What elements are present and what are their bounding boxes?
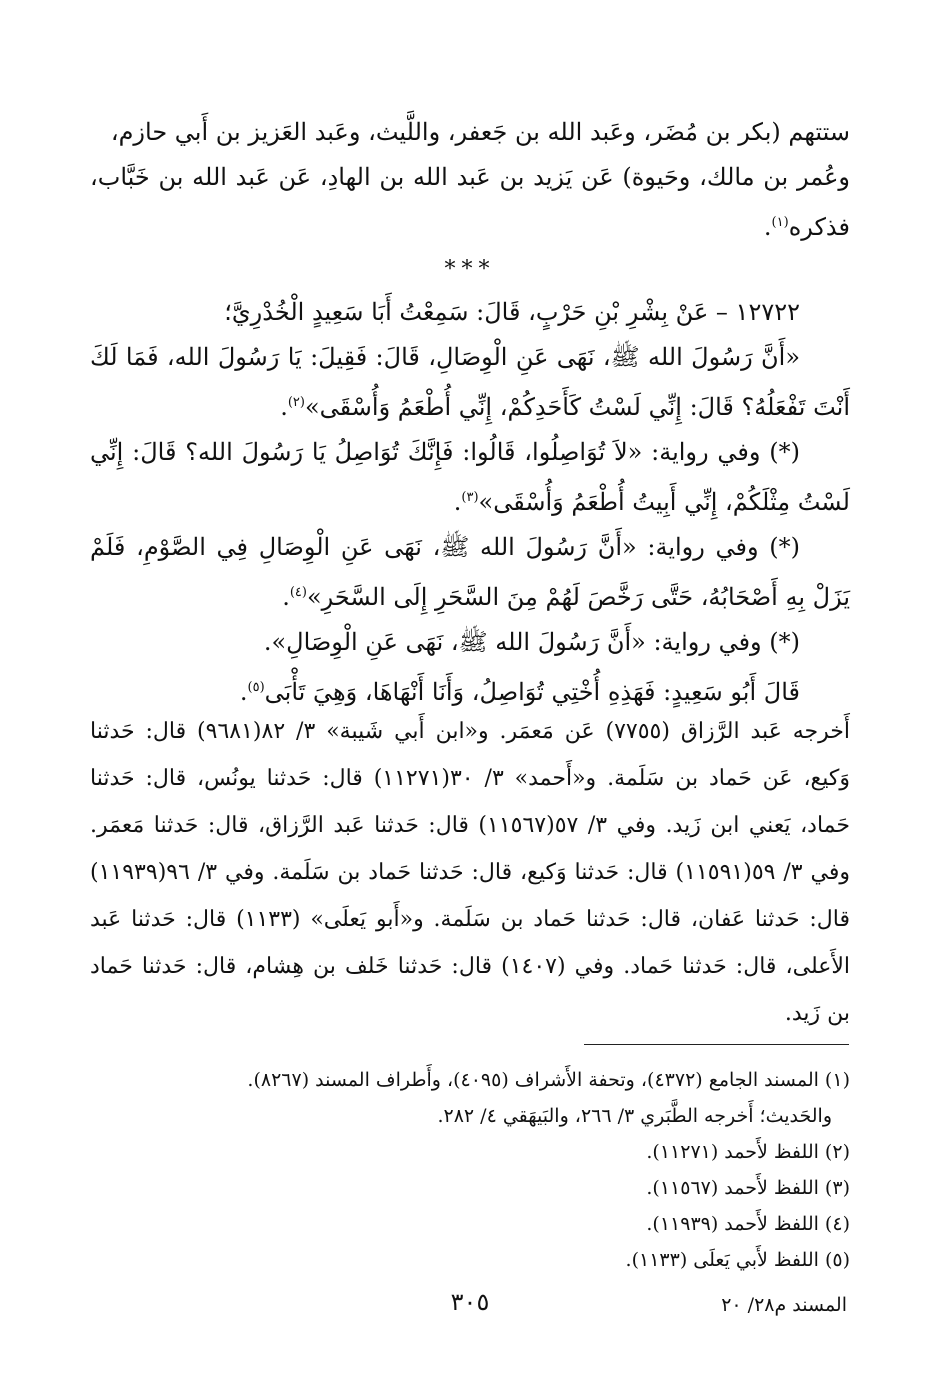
riwaya-2: (*) وفي رواية: «أَنَّ رَسُولَ الله ﷺ، نَهَى عَنِ الْوِصَالِ فِي الصَّوْمِ، فَلَمْ يَزَلْ بِهِ أَصْحَابُهُ، حَتَّى رَخَّصَ لَهُمْ مِنَ السَّحَرِ إِلَى السَّحَرِ»$^{(٤)}$. (90, 533, 850, 611)
hadith-isnad: ١٢٧٢٢ – عَنْ بِشْرِ بْنِ حَرْبٍ، قَالَ: سَمِعْتُ أَبَا سَعِيدٍ الْخُدْرِيَّ؛ (224, 298, 800, 326)
intro-line-2: وعُمر بن مالك، وحَيوة) عَن يَزيد بن عَبد الله بن الهادِ، عَن عَبد الله بن خَبَّاب، فذكره$^{(١)}$. (90, 163, 850, 241)
footnote-ref-5: (٥) (247, 680, 265, 695)
footnote-3: (٣) اللفظ لأَحمد (١١٥٦٧). (646, 1177, 850, 1199)
footnote-divider (584, 1044, 849, 1045)
footnote-ref-4: (٤) (289, 585, 307, 600)
hadith-matn: «أَنَّ رَسُولَ الله ﷺ، نَهَى عَنِ الْوِصَالِ، قَالَ: فَقِيلَ: يَا رَسُولَ الله، فَمَا لَكَ أَنْتَ تَفْعَلُهُ؟ قَالَ: إِنِّي لَسْتُ كَأَحَدِكُمْ، إِنِّي أُطْعَمُ وَأُسْقَى»$^{(٢)}$. (90, 343, 850, 421)
riwaya-3: (*) وفي رواية: «أَنَّ رَسُولَ الله ﷺ، نَهَى عَنِ الْوِصَالِ». (263, 628, 800, 656)
volume-label: المسند م٢٨/ ٢٠ (721, 1294, 847, 1316)
footnote-ref-2: (٢) (287, 395, 305, 410)
footnote-4: (٤) اللفظ لأَحمد (١١٩٣٩). (646, 1213, 850, 1235)
main-text (90, 110, 850, 715)
footnote-2: (٢) اللفظ لأَحمد (١١٢٧١). (646, 1141, 850, 1163)
takhrij-text: أَخرجه عَبد الرَّزاق (٧٧٥٥) عَن مَعمَر. و«ابن أَبي شَيبة» ٣/ ٨٢(٩٦٨١) قال: حَدثنا وَكيع، عَن حَماد بن سَلَمة. و«أَحمد» ٣/ ٣٠(١١٢٧١) قال: حَدثنا يونُس، قال: حَدثنا حَماد، يَعني ابن زَيد. وفي ٣/ ٥٧(١١٥٦٧) قال: حَدثنا عَبد الرَّزاق، قال: حَدثنا مَعمَر. وفي ٣/ ٥٩(١١٥٩١) قال: حَدثنا وَكيع، قال: حَدثنا حَماد بن سَلَمة. وفي ٣/ ٩٦(١١٩٣٩) قال: حَدثنا عَفان، قال: حَدثنا حَماد بن سَلَمة. و«أَبو يَعلَى» (١١٣٣) قال: حَدثنا عَبد الأَعلى، قال: حَدثنا حَماد. وفي (١٤٠٧) قال: حَدثنا خَلف بن هِشام، قال: حَدثنا حَماد بن زَيد. (90, 719, 851, 1026)
footnote-ref-3: (٣) (461, 490, 479, 505)
footnotes (220, 1062, 850, 1278)
page-number: ٣٠٥ (450, 1288, 490, 1316)
footnote-ref-1: (١) (771, 215, 789, 230)
hadith-number: ١٢٧٢٢ (735, 298, 800, 326)
abu-said-statement: قَالَ أَبُو سَعِيدٍ: فَهَذِهِ أُخْتِي تُوَاصِلُ، وَأَنَا أَنْهَاهَا، وَهِيَ تَأْبَى$^{(٥)}$. (239, 678, 800, 706)
section-separator: *** (444, 257, 496, 282)
footnote-5: (٥) اللفظ لأَبي يَعلَى (١١٣٣). (625, 1249, 850, 1271)
footnote-1: (١) المسند الجامع (٤٣٧٢)، وتحفة الأَشراف (٤٠٩٥)، وأَطراف المسند (٨٢٦٧). (247, 1069, 850, 1091)
riwaya-1: (*) وفي رواية: «لاَ تُوَاصِلُوا، قَالُوا: فَإِنَّكَ تُوَاصِلُ يَا رَسُولَ الله؟ قَالَ: إِنِّي لَسْتُ مِثْلَكُمْ، إِنِّي أَبِيتُ أُطْعَمُ وَأُسْقَى»$^{(٣)}$. (90, 438, 850, 516)
footnote-1-continued: والحَديث؛ أَخرجه الطَّبَري ٣/ ٢٦٦، والبَيهَقي ٤/ ٢٨٢. (437, 1105, 832, 1127)
takhrij-paragraph (90, 708, 850, 1037)
intro-line-1: ستتهم (بكر بن مُضَر، وعَبد الله بن جَعفر، واللَّيث، وعَبد العَزيز بن أَبي حازم، (110, 118, 850, 146)
